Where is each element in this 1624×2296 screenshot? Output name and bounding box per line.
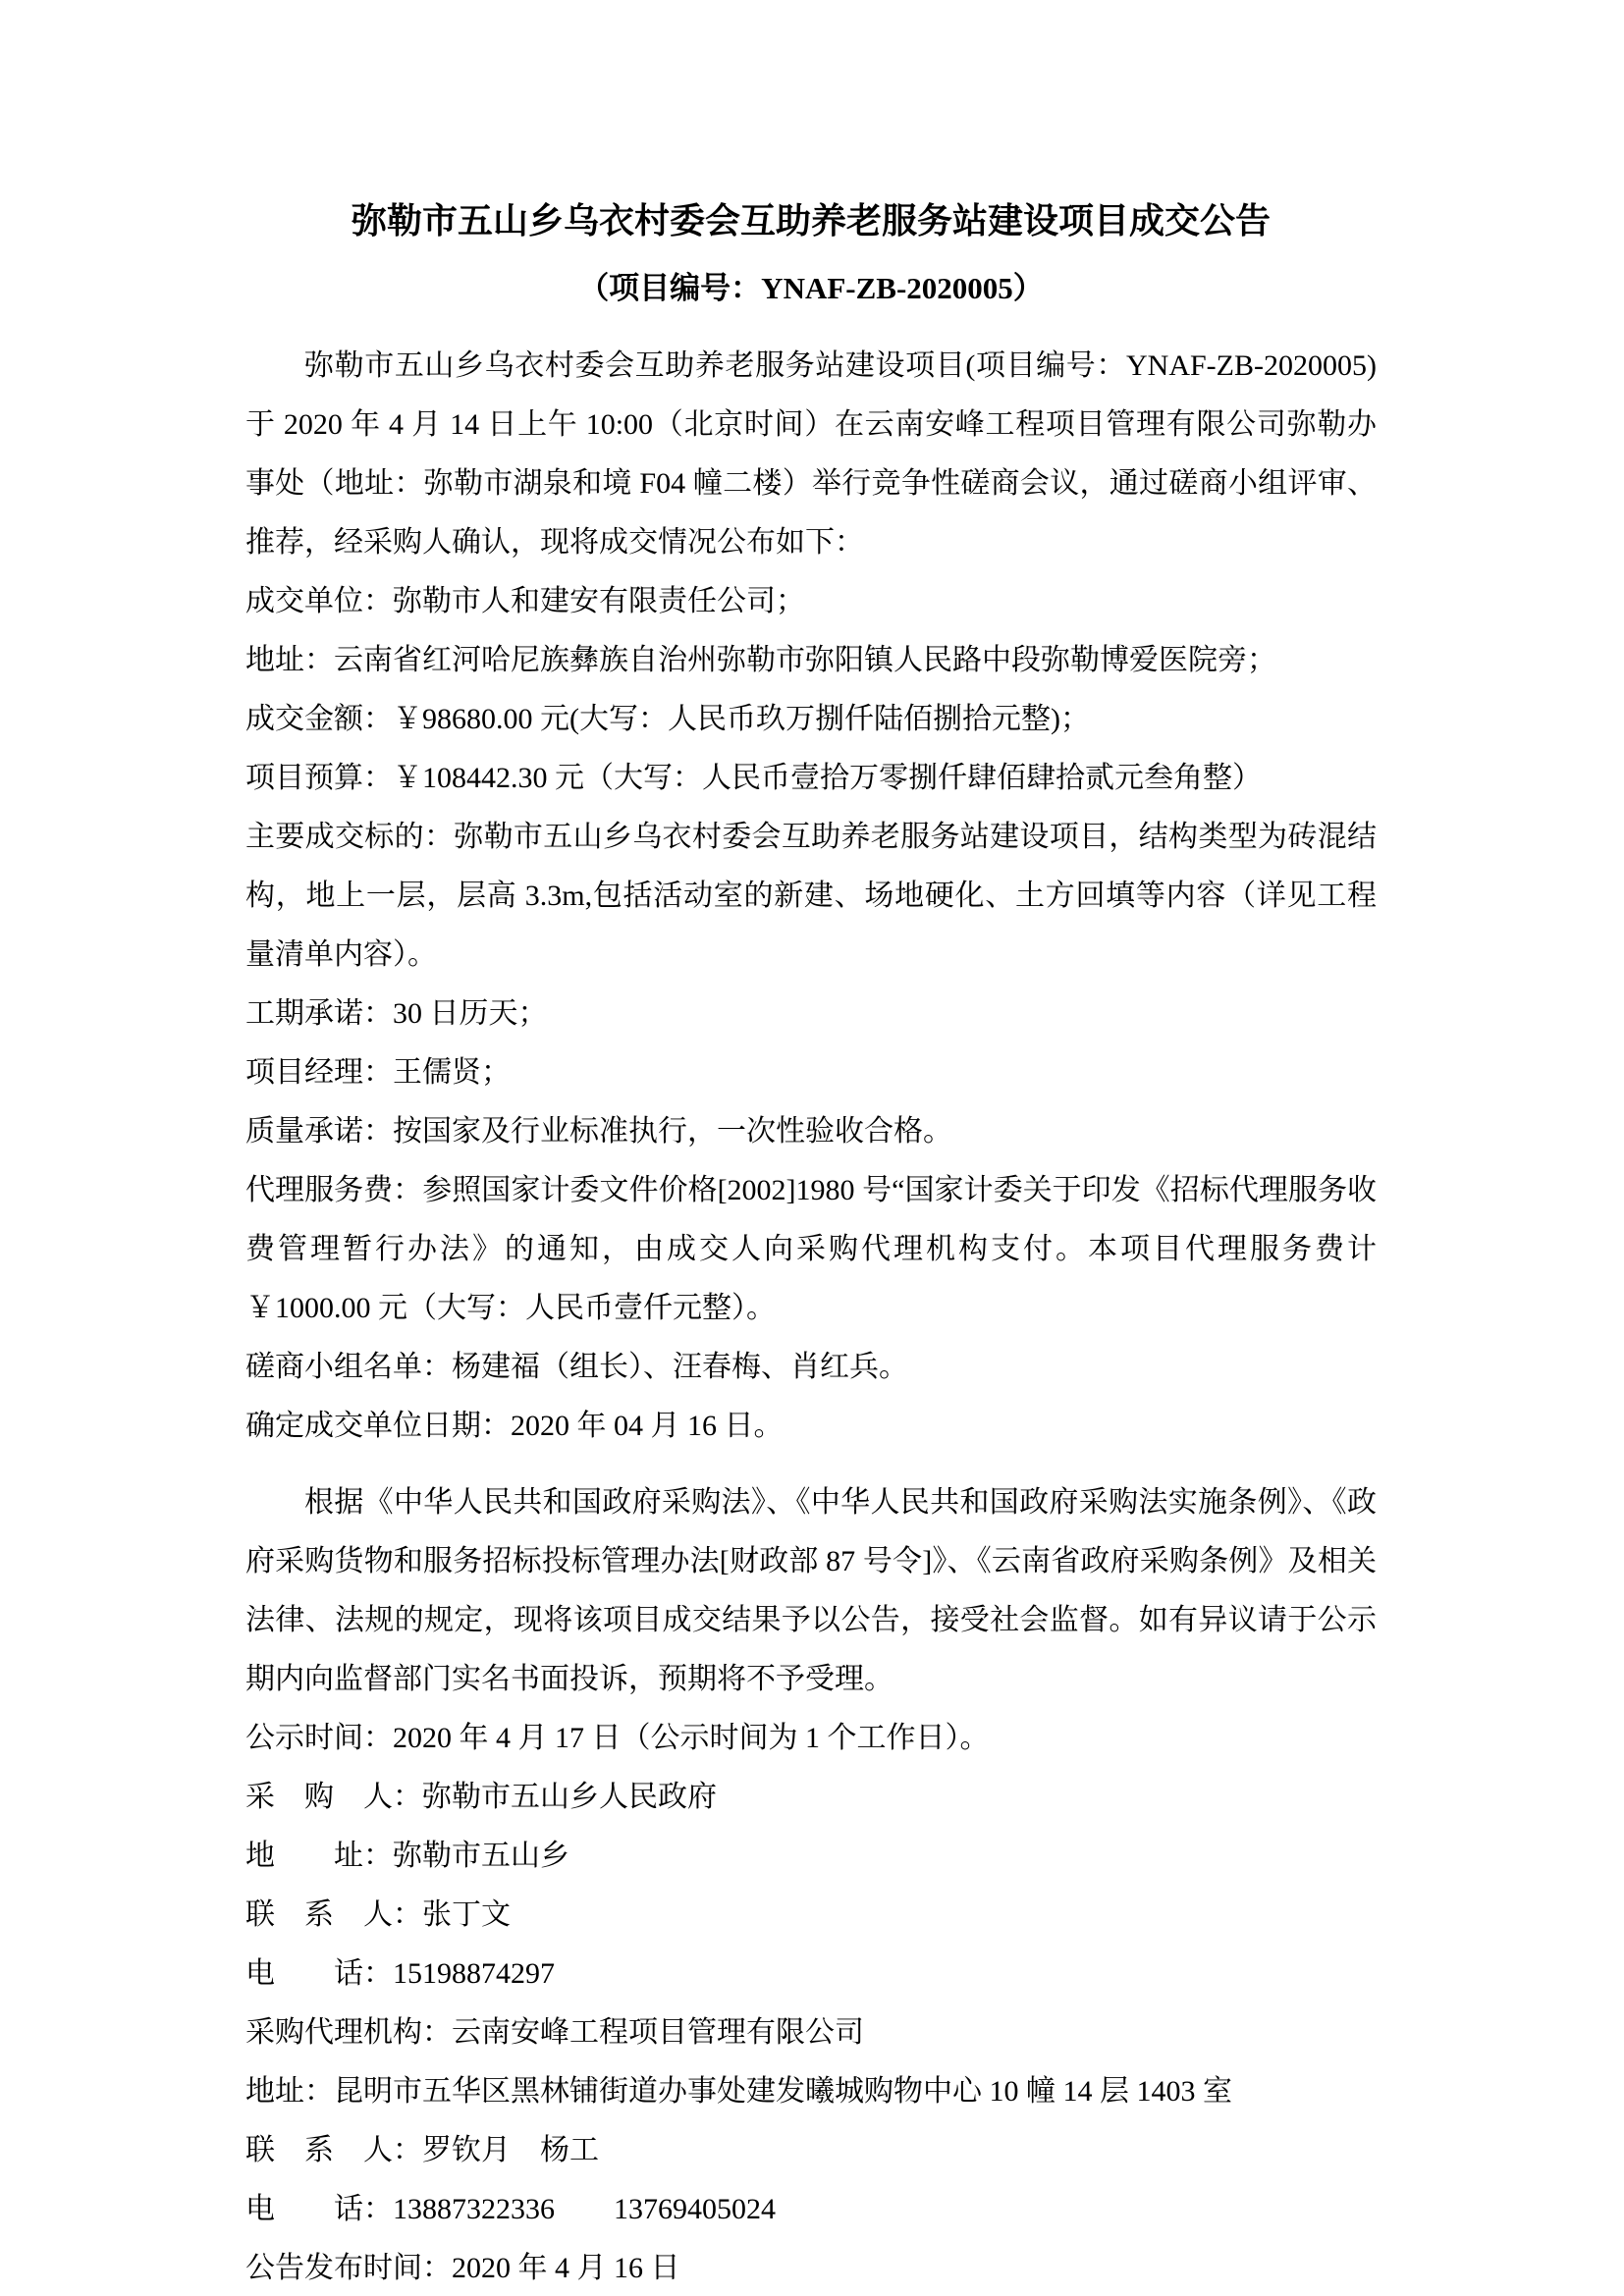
panel-line: 磋商小组名单：杨建福（组长）、汪春梅、肖红兵。 [245, 1351, 908, 1383]
winner-line: 成交单位：弥勒市人和建安有限责任公司； [245, 585, 805, 617]
doc-title: 弥勒市五山乡乌衣村委会互助养老服务站建设项目成交公告 [351, 201, 1271, 240]
purchaser-contact-line: 联 系 人：张丁文 [245, 1898, 511, 1931]
budget-line: 项目预算：￥108442.30 元（大写：人民币壹拾万零捌仟肆佰肆拾贰元叁角整） [245, 762, 1262, 794]
intro-paragraph: 弥勒市五山乡乌衣村委会互助养老服务站建设项目(项目编号：YNAF-ZB-2020005)于 2020 年 4 月 14 日上午 10:00（北京时间）在云南安峰工程项目管理有限公司弥勒办事处（地址：弥勒市湖泉和境 F04 幢二楼）举行竞争性磋商会议，通过磋商小组评审、推荐，经采购人确认，现将成交情况公布如下： [245, 349, 1377, 559]
project-manager-line: 项目经理：王儒贤； [245, 1056, 511, 1089]
winner-address-line: 地址：云南省红河哈尼族彝族自治州弥勒市弥阳镇人民路中段弥勒博爱医院旁； [245, 644, 1276, 676]
publish-date-line: 公告发布时间：2020 年 4 月 16 日 [245, 2252, 680, 2284]
agency-line: 采购代理机构：云南安峰工程项目管理有限公司 [245, 2016, 864, 2049]
publicity-period-line: 公示时间：2020 年 4 月 17 日（公示时间为 1 个工作日）。 [245, 1722, 990, 1754]
agency-fee-line: 代理服务费：参照国家计委文件价格[2002]1980 号“国家计委关于印发《招标代理服务收费管理暂行办法》的通知，由成交人向采购代理机构支付。本项目代理服务费计￥1000.00 元（大写：人民币壹仟元整）。 [245, 1174, 1377, 1324]
agency-address-line: 地址：昆明市五华区黑林铺街道办事处建发曦城购物中心 10 幢 14 层 1403 室 [245, 2075, 1232, 2108]
doc-body [245, 337, 1377, 2296]
award-date-line: 确定成交单位日期：2020 年 04 月 16 日。 [245, 1410, 784, 1442]
agency-contact-line: 联 系 人：罗钦月 杨工 [245, 2134, 599, 2166]
purchaser-phone-line: 电 话：15198874297 [245, 1957, 555, 1990]
agency-phone-line: 电 话：13887322336 13769405024 [245, 2193, 776, 2225]
purchaser-line: 采 购 人：弥勒市五山乡人民政府 [245, 1781, 717, 1813]
subject-line: 主要成交标的：弥勒市五山乡乌衣村委会互助养老服务站建设项目，结构类型为砖混结构，地上一层，层高 3.3m,包括活动室的新建、场地硬化、土方回填等内容（详见工程量清单内容）。 [245, 821, 1377, 971]
purchaser-address-line: 地 址：弥勒市五山乡 [245, 1840, 569, 1872]
award-amount-line: 成交金额：￥98680.00 元(大写：人民币玖万捌仟陆佰捌拾元整)； [245, 703, 1090, 735]
duration-line: 工期承诺：30 日历天； [245, 997, 548, 1030]
legal-paragraph: 根据《中华人民共和国政府采购法》、《中华人民共和国政府采购法实施条例》、《政府采购货物和服务招标投标管理办法[财政部 87 号令]》、《云南省政府采购条例》及相关法律、法规的规定，现将该项目成交结果予以公告，接受社会监督。如有异议请于公示期内向监督部门实名书面投诉，预期将不予受理。 [245, 1486, 1377, 1695]
quality-line: 质量承诺：按国家及行业标准执行，一次性验收合格。 [245, 1115, 952, 1148]
doc-subtitle: （项目编号：YNAF-ZB-2020005） [578, 271, 1044, 305]
